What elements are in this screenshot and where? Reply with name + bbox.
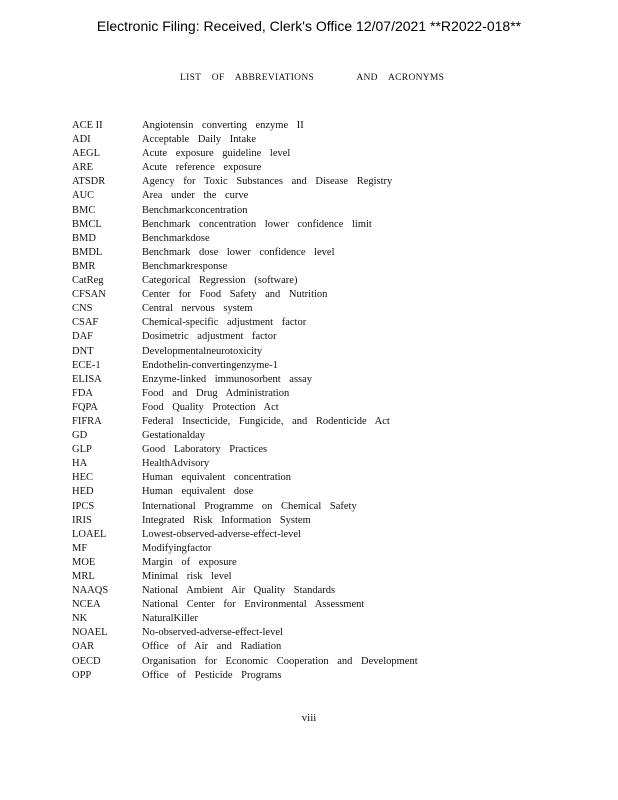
definition: Good Laboratory Practices	[142, 444, 268, 456]
list-item	[72, 471, 592, 485]
abbreviation: HED	[72, 486, 94, 498]
definition: Benchmarkresponse	[142, 260, 228, 272]
abbreviation: AEGL	[72, 148, 100, 160]
definition: Minimal risk level	[142, 571, 232, 582]
definition: Food Quality Protection Act	[142, 401, 279, 413]
abbreviation: BMCL	[72, 218, 102, 230]
list-item	[72, 373, 592, 387]
definition: Angiotensin converting enzyme II	[142, 120, 304, 131]
abbreviation: BMDL	[72, 246, 103, 258]
list-item	[72, 514, 592, 528]
list-item	[72, 669, 592, 683]
definition: Benchmarkconcentration	[142, 204, 248, 216]
page-title: LIST OF ABBREVIATIONS AND ACRONYMS	[180, 73, 445, 83]
list-item	[72, 345, 592, 359]
list-item	[72, 133, 592, 147]
list-item	[72, 232, 592, 246]
abbreviation: LOAEL	[72, 528, 107, 540]
list-item	[72, 359, 592, 373]
definition: Developmentalneurotoxicity	[142, 345, 263, 357]
definition: NaturalKiller	[142, 613, 198, 625]
abbreviation: ELISA	[72, 373, 102, 385]
abbreviation: NCEA	[72, 599, 101, 611]
abbreviation: CatReg	[72, 275, 104, 287]
definition: Chemical-specific adjustment factor	[142, 317, 307, 329]
definition: National Ambient Air Quality Standards	[142, 585, 336, 597]
list-item	[72, 274, 592, 288]
list-item	[72, 443, 592, 457]
abbreviation: IPCS	[72, 500, 95, 512]
definition: No-observed-adverse-effect-level	[142, 627, 283, 639]
list-item	[72, 570, 592, 584]
abbreviation: CSAF	[72, 317, 99, 329]
abbreviation: OAR	[72, 641, 95, 653]
definition: Acute exposure guideline level	[142, 148, 291, 160]
abbreviation: BMC	[72, 204, 96, 216]
list-item	[72, 288, 592, 302]
definition: National Center for Environmental Assessment	[142, 599, 365, 611]
definition: Benchmarkdose	[142, 232, 210, 244]
list-item	[72, 626, 592, 640]
definition: Office of Air and Radiation	[142, 641, 282, 653]
abbreviation: OECD	[72, 655, 101, 667]
list-item	[72, 246, 592, 260]
abbreviation: DNT	[72, 345, 94, 357]
abbreviation: MOE	[72, 556, 96, 568]
definition: Endothelin-convertingenzyme-1	[142, 359, 278, 371]
filing-stamp: Electronic Filing: Received, Clerk's Office 12/07/2021 **R2022-018**	[96, 18, 522, 34]
abbreviation: FQPA	[72, 401, 98, 413]
definition: Benchmark concentration lower confidence limit	[142, 218, 372, 230]
page-number: viii	[301, 712, 317, 724]
definition: Categorical Regression (software)	[142, 275, 298, 287]
abbreviation: ECE-1	[72, 359, 101, 371]
list-item	[72, 218, 592, 232]
definition: Enzyme-linked immunosorbent assay	[142, 373, 313, 385]
list-item	[72, 500, 592, 514]
definition: Office of Pesticide Programs	[142, 669, 282, 681]
abbreviation: GLP	[72, 444, 92, 456]
definition: International Programme on Chemical Safety	[142, 500, 357, 512]
list-item	[72, 175, 592, 189]
abbreviation-list	[72, 119, 592, 683]
abbreviation: ATSDR	[72, 176, 106, 188]
definition: Acceptable Daily Intake	[142, 134, 257, 146]
abbreviation: CNS	[72, 303, 93, 315]
definition: Human equivalent dose	[142, 486, 254, 498]
list-item	[72, 119, 592, 133]
definition: Center for Food Safety and Nutrition	[142, 289, 328, 301]
abbreviation: OPP	[72, 669, 92, 681]
list-item	[72, 189, 592, 203]
definition: Food and Drug Administration	[142, 387, 290, 399]
definition: Modifyingfactor	[142, 542, 212, 554]
list-item	[72, 415, 592, 429]
list-item	[72, 260, 592, 274]
abbreviation: MF	[72, 542, 88, 554]
abbreviation: GD	[72, 430, 88, 442]
abbreviation: ARE	[72, 162, 93, 174]
list-item	[72, 147, 592, 161]
list-item	[72, 429, 592, 443]
list-item	[72, 387, 592, 401]
abbreviation: ADI	[72, 134, 91, 146]
abbreviation: MRL	[72, 571, 95, 582]
abbreviation: AUC	[72, 190, 95, 202]
abbreviation: NOAEL	[72, 627, 108, 639]
abbreviation: NAAQS	[72, 585, 109, 597]
abbreviation: FDA	[72, 387, 94, 399]
definition: HealthAdvisory	[142, 458, 210, 470]
definition: Organisation for Economic Cooperation and Development	[142, 655, 418, 667]
abbreviation: IRIS	[72, 514, 92, 526]
list-item	[72, 302, 592, 316]
list-item	[72, 598, 592, 612]
list-item	[72, 612, 592, 626]
definition: Margin of exposure	[142, 556, 237, 568]
abbreviation: CFSAN	[72, 289, 106, 301]
list-item	[72, 556, 592, 570]
definition: Human equivalent concentration	[142, 472, 292, 484]
definition: Integrated Risk Information System	[142, 514, 311, 526]
abbreviation: ACE II	[72, 120, 103, 131]
list-item	[72, 640, 592, 654]
list-item	[72, 584, 592, 598]
definition: Dosimetric adjustment factor	[142, 331, 277, 343]
list-item	[72, 485, 592, 499]
abbreviation: HEC	[72, 472, 93, 484]
definition: Acute reference exposure	[142, 162, 262, 174]
list-item	[72, 457, 592, 471]
list-item	[72, 528, 592, 542]
abbreviation: DAF	[72, 331, 94, 343]
definition: Gestationalday	[142, 430, 205, 442]
definition: Agency for Toxic Substances and Disease Registry	[142, 176, 393, 188]
definition: Benchmark dose lower confidence level	[142, 246, 335, 258]
list-item	[72, 161, 592, 175]
list-item	[72, 655, 592, 669]
list-item	[72, 542, 592, 556]
list-item	[72, 401, 592, 415]
abbreviation: FIFRA	[72, 415, 102, 427]
abbreviation: BMD	[72, 232, 96, 244]
definition: Federal Insecticide, Fungicide, and Rodenticide Act	[142, 415, 390, 427]
definition: Lowest-observed-adverse-effect-level	[142, 528, 301, 540]
abbreviation: BMR	[72, 260, 96, 272]
definition: Area under the curve	[142, 190, 249, 202]
list-item	[72, 316, 592, 330]
abbreviation: NK	[72, 613, 88, 625]
list-item	[72, 204, 592, 218]
abbreviation: HA	[72, 458, 88, 470]
list-item	[72, 330, 592, 344]
definition: Central nervous system	[142, 303, 253, 315]
